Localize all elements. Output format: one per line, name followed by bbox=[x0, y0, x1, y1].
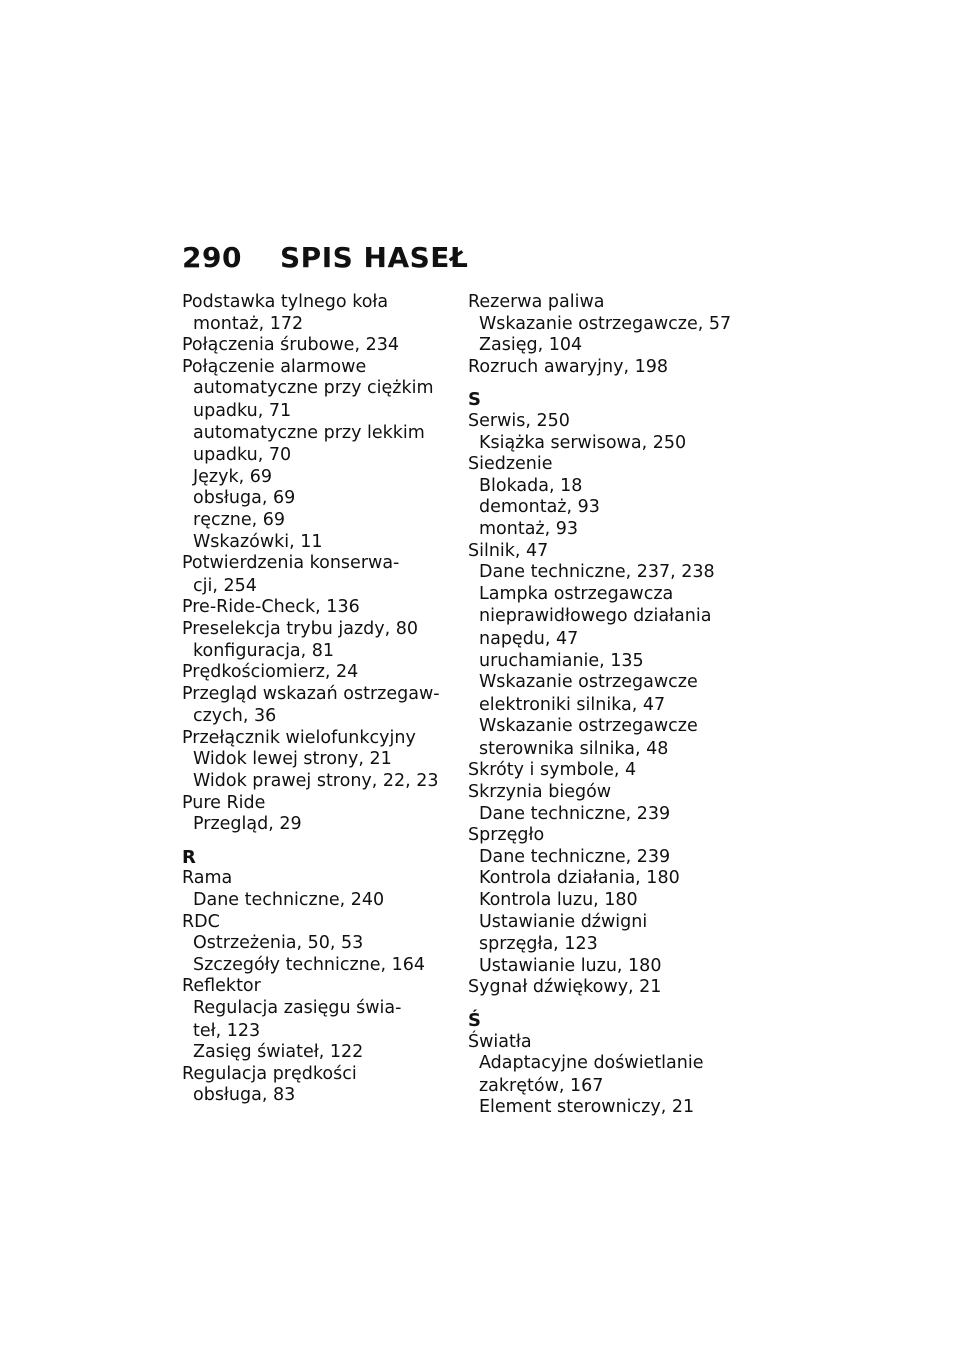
index-subentry: Język, 69 bbox=[193, 466, 272, 487]
index-subentry: Dane techniczne, 239 bbox=[479, 846, 671, 867]
index-entry: Skróty i symbole, 4 bbox=[468, 760, 637, 781]
index-entry: Prędkościomierz, 24 bbox=[182, 662, 359, 683]
index-subentry: uruchamianie, 135 bbox=[479, 650, 644, 671]
index-entry: Pre-Ride-Check, 136 bbox=[182, 597, 360, 618]
index-entry: Światła bbox=[468, 1031, 532, 1052]
index-subentry: Wskazanie ostrzegawcze, 57 bbox=[479, 313, 732, 334]
index-subentry: Zasięg świateł, 122 bbox=[193, 1042, 364, 1063]
index-subentry: automatyczne przy lekkim bbox=[193, 422, 425, 443]
index-subentry: Szczegóły techniczne, 164 bbox=[193, 954, 426, 975]
index-subentry: Kontrola działania, 180 bbox=[479, 868, 680, 889]
page-header bbox=[182, 240, 882, 280]
page-number: 290 bbox=[182, 241, 242, 274]
page-title: SPIS HASEŁ bbox=[280, 241, 469, 274]
index-subentry: automatyczne przy ciężkim bbox=[193, 378, 434, 399]
index-subentry: Regulacja zasięgu świa- bbox=[193, 998, 402, 1018]
index-entry-continuation: napędu, 47 bbox=[479, 628, 579, 649]
section-letter: S bbox=[468, 389, 481, 411]
index-subentry: obsługa, 69 bbox=[193, 488, 296, 509]
index-entry-continuation: elektroniki silnika, 47 bbox=[479, 694, 666, 715]
index-entry: Regulacja prędkości bbox=[182, 1063, 357, 1084]
index-subentry: konfiguracja, 81 bbox=[193, 640, 335, 661]
index-entry: Przełącznik wielofunkcyjny bbox=[182, 727, 416, 748]
index-subentry: Adaptacyjne doświetlanie bbox=[479, 1053, 704, 1074]
index-entry: Rozruch awaryjny, 198 bbox=[468, 356, 668, 377]
index-subentry: Blokada, 18 bbox=[479, 475, 583, 496]
index-entry: Skrzynia biegów bbox=[468, 782, 612, 803]
index-entry-continuation: upadku, 70 bbox=[193, 445, 292, 466]
index-subentry: Ustawianie dźwigni bbox=[479, 911, 648, 932]
index-entry: Potwierdzenia konserwa- bbox=[182, 553, 400, 574]
index-subentry: Przegląd, 29 bbox=[193, 814, 302, 835]
index-entry: Rezerwa paliwa bbox=[468, 292, 605, 312]
index-subentry: demontaż, 93 bbox=[479, 497, 600, 518]
index-subentry: Książka serwisowa, 250 bbox=[479, 432, 687, 453]
index-subentry: Ustawianie luzu, 180 bbox=[479, 955, 662, 976]
index-subentry: Dane techniczne, 240 bbox=[193, 890, 385, 911]
index-subentry: obsługa, 83 bbox=[193, 1085, 296, 1106]
section-letter: Ś bbox=[468, 1010, 481, 1031]
index-subentry: ręczne, 69 bbox=[193, 509, 286, 530]
index-entry-continuation: upadku, 71 bbox=[193, 400, 292, 421]
index-subentry: Wskazanie ostrzegawcze bbox=[479, 672, 698, 693]
index-entry: Połączenie alarmowe bbox=[182, 356, 367, 377]
index-entry: Silnik, 47 bbox=[468, 540, 549, 561]
index-entry-continuation: sprzęgła, 123 bbox=[479, 934, 598, 955]
index-entry-continuation: sterownika silnika, 48 bbox=[479, 738, 669, 759]
index-entry: Serwis, 250 bbox=[468, 410, 570, 431]
index-subentry: montaż, 172 bbox=[193, 313, 304, 334]
index-subentry: Wskazówki, 11 bbox=[193, 531, 323, 552]
index-subentry: Ostrzeżenia, 50, 53 bbox=[193, 933, 364, 954]
index-entry: Pure Ride bbox=[182, 792, 266, 813]
index-subentry: Widok lewej strony, 21 bbox=[193, 749, 392, 770]
index-subentry: Dane techniczne, 239 bbox=[479, 803, 671, 824]
index-subentry: Element sterowniczy, 21 bbox=[479, 1097, 695, 1118]
index-subentry: Dane techniczne, 237, 238 bbox=[479, 562, 715, 583]
index-entry-continuation: teł, 123 bbox=[193, 1020, 261, 1041]
index-entry: Połączenia śrubowe, 234 bbox=[182, 335, 399, 356]
index-entry: Sygnał dźwiękowy, 21 bbox=[468, 977, 662, 998]
section-letter: R bbox=[182, 846, 196, 868]
index-subentry: montaż, 93 bbox=[479, 518, 579, 539]
index-entry: Siedzenie bbox=[468, 454, 553, 475]
index-entry-continuation: nieprawidłowego działania bbox=[479, 606, 712, 627]
index-entry: Przegląd wskazań ostrzegaw- bbox=[182, 683, 440, 704]
index-entry: Rama bbox=[182, 868, 233, 889]
index-entry-continuation: zakrętów, 167 bbox=[479, 1075, 604, 1096]
index-subentry: Lampka ostrzegawcza bbox=[479, 583, 674, 604]
index-entry: Podstawka tylnego koła bbox=[182, 292, 389, 312]
index-column-left bbox=[182, 292, 452, 1107]
index-entry-continuation: czych, 36 bbox=[193, 706, 277, 727]
index-subentry: Zasięg, 104 bbox=[479, 335, 583, 356]
index-column-right bbox=[468, 292, 738, 1119]
index-entry-continuation: cji, 254 bbox=[193, 575, 257, 596]
index-entry: RDC bbox=[182, 911, 220, 932]
index-subentry: Wskazanie ostrzegawcze bbox=[479, 716, 698, 737]
index-subentry: Kontrola luzu, 180 bbox=[479, 890, 638, 911]
index-entry: Reflektor bbox=[182, 976, 261, 997]
index-entry: Sprzęgło bbox=[468, 825, 545, 846]
index-entry: Preselekcja trybu jazdy, 80 bbox=[182, 618, 419, 639]
index-subentry: Widok prawej strony, 22, 23 bbox=[193, 771, 439, 792]
